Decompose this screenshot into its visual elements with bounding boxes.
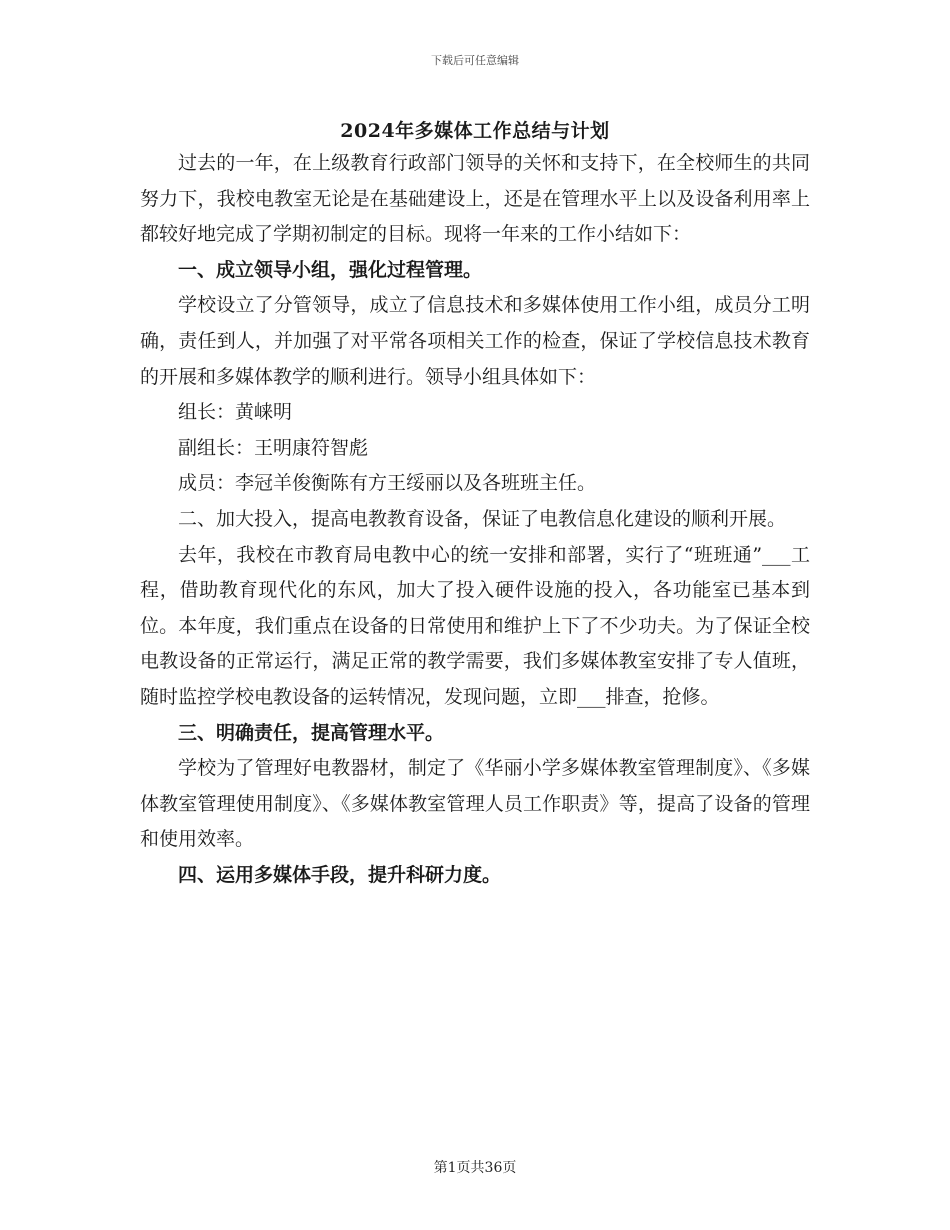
paragraph-deputy-leader: 副组长：王明康符智彪 xyxy=(178,436,369,459)
paragraph-intro: 过去的一年，在上级教育行政部门领导的关怀和支持下，在全校师生的共同努力下，我校电教室无论是在基础建设上，还是在管理水平上以及设备利用率上都较好地完成了学期初制定的目标。现将一年来的工作小结如下： xyxy=(140,152,810,246)
paragraph-investment: 去年，我校在市教育局电教中心的统一安排和部署，实行了“班班通”___工程，借助教育现代化的东风，加大了投入硬件设施的投入，各功能室已基本到位。本年度，我们重点在设备的日常使用和维护上下了不少功夫。为了保证全校电教设备的正常运行，满足正常的教学需要，我们多媒体教室安排了专人值班，随时监控学校电教设备的运转情况，发现问题，立即___排查，抢修。 xyxy=(140,543,810,708)
section-heading-2: 二、加大投入，提高电教教育设备，保证了电教信息化建设的顺利开展。 xyxy=(178,507,787,530)
page-header-note: 下载后可任意编辑 xyxy=(431,54,519,67)
document-title: 2024年多媒体工作总结与计划 xyxy=(340,120,610,142)
paragraph-members: 成员：李冠羊俊衡陈有方王绥丽以及各班班主任。 xyxy=(178,472,597,495)
section-heading-4: 四、运用多媒体手段，提升科研力度。 xyxy=(178,863,502,886)
document-body xyxy=(140,146,810,893)
paragraph-group-leader: 组长：黄崃明 xyxy=(178,401,293,424)
section-heading-3: 三、明确责任，提高管理水平。 xyxy=(178,721,445,744)
paragraph-management: 学校为了管理好电教器材，制定了《华丽小学多媒体教室管理制度》、《多媒体教室管理使用制度》、《多媒体教室管理人员工作职责》等，提高了设备的管理和使用效率。 xyxy=(140,757,810,851)
page-footer-number: 第1页共36页 xyxy=(433,1160,517,1176)
paragraph-leadership: 学校设立了分管领导，成立了信息技术和多媒体使用工作小组，成员分工明确，责任到人，并加强了对平常各项相关工作的检查，保证了学校信息技术教育的开展和多媒体教学的顺利进行。领导小组具体如下： xyxy=(140,294,810,388)
section-heading-1: 一、成立领导小组，强化过程管理。 xyxy=(178,258,483,281)
